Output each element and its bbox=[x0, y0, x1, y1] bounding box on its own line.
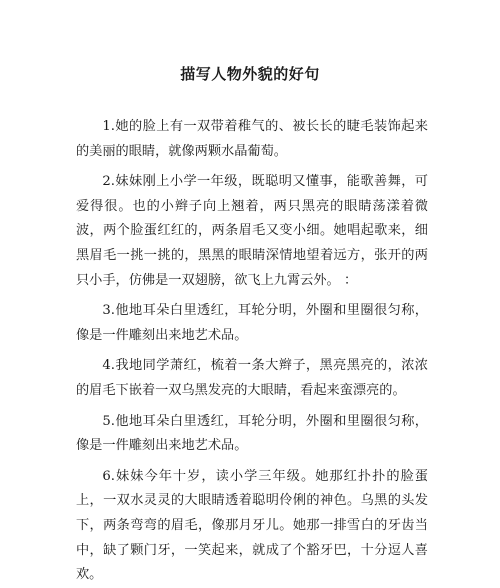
paragraph-3: 3.他地耳朵白里透红，耳轮分明，外圈和里圈很匀称，像是一件雕刻出来地艺术品。 bbox=[76, 303, 428, 343]
paragraph-2: 2.妹妹刚上小学一年级，既聪明又懂事，能歌善舞，可爱得很。也的小辫子向上翘着，两只黑亮的眼睛荡漾着微波，两个脸蛋红红的，两条眉毛又变小细。她唱起歌来，细黑眉毛一挑一挑的，黑黑的眼睛深情地望着远方，张开的两只小手，仿佛是一双翅膀，欲飞上九霄云外。 ： bbox=[76, 174, 428, 288]
document-body bbox=[76, 115, 428, 588]
document-title: 描写人物外貌的好句 bbox=[180, 65, 320, 83]
paragraph-1: 1.她的脸上有一双带着稚气的、被长长的睫毛装饰起来的美丽的眼睛，就像两颗水晶葡萄。 bbox=[76, 119, 428, 159]
paragraph-5: 5.他地耳朵白里透红，耳轮分明，外圈和里圈很匀称，像是一件雕刻出来地艺术品。 bbox=[76, 413, 428, 454]
paragraph-6: 6.妹妹今年十岁，读小学三年级。她那红扑扑的脸蛋上，一双水灵灵的大眼睛透着聪明伶俐的神色。乌黑的头发下，两条弯弯的眉毛，像那月牙儿。她那一排雪白的牙齿当中，缺了颗门牙，一笑起来，就成了个豁牙巴，十分逗人喜欢。 bbox=[76, 468, 428, 583]
paragraph-4: 4.我地同学萧红，梳着一条大辫子，黑亮黑亮的，浓浓的眉毛下嵌着一双乌黑发亮的大眼睛，看起来蛮漂亮的。 bbox=[76, 358, 428, 398]
